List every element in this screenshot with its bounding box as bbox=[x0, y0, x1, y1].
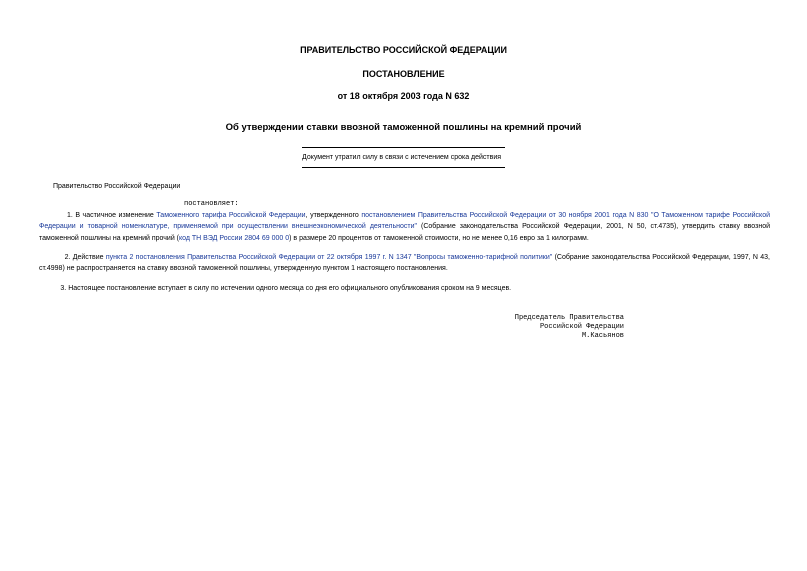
paragraph-2-text-b: (Собрание законодательства Российской Федерации, 1997, N 43, ст.4998) не распространяется на ставку ввозной таможенной пошлины, утвержденную пунктом 1 настоящего постановления. bbox=[39, 254, 771, 273]
signature-name: М.Касьянов bbox=[581, 332, 624, 340]
divider-top bbox=[302, 147, 505, 148]
paragraph-2-text-a: 2. Действие bbox=[64, 254, 106, 261]
divider-bottom bbox=[302, 167, 505, 168]
signature-organization: Российской Федерации bbox=[539, 323, 624, 331]
document-title: Об утверждении ставки ввозной таможенной пошлины на кремний прочий bbox=[225, 122, 582, 133]
tn-ved-code-link[interactable]: код ТН ВЭД России 2804 69 000 0 bbox=[179, 234, 290, 242]
resolution-1347-link[interactable]: пункта 2 постановления Правительства Российской Федерации от 22 октября 1997 г. N 1347 "Вопросы таможенно-тарифной политики" bbox=[105, 254, 553, 261]
paragraph-1-text-d: ) в размере 20 процентов от таможенной стоимости, но не менее 0,16 евро за 1 килограмм. bbox=[289, 234, 589, 242]
document-date-number: от 18 октября 2003 года N 632 bbox=[337, 91, 470, 101]
paragraph-1-text-b: , утвержденного bbox=[305, 212, 362, 219]
resolution-830-link[interactable]: постановлением Правительства Российской Федерации от 30 ноября 2001 года N 830 "О Таможенном тарифе Российской Федерации и товарной номенклатуре, применяемой при осуществлении внешнеэкономической деятельности" bbox=[39, 212, 771, 231]
customs-tariff-link[interactable]: Таможенного тарифа Российской Федерации bbox=[156, 212, 306, 219]
document-status-note: Документ утратил силу в связи с истечением срока действия bbox=[302, 154, 502, 161]
paragraph-2 bbox=[39, 252, 770, 275]
paragraph-1 bbox=[39, 210, 770, 244]
government-heading: ПРАВИТЕЛЬСТВО РОССИЙСКОЙ ФЕДЕРАЦИИ bbox=[300, 45, 507, 55]
paragraph-1-text-a: 1. В частичное изменение bbox=[66, 212, 157, 219]
signature-position: Председатель Правительства bbox=[514, 314, 624, 322]
resolves-text: постановляет: bbox=[184, 200, 239, 208]
paragraph-1-text-c: (Собрание законодательства Российской Федерации, 2001, N 50, ст.4735), утвердить ставку ввозной таможенной пошлины на кремний прочий ( bbox=[39, 223, 771, 242]
intro-text: Правительство Российской Федерации bbox=[53, 183, 181, 190]
paragraph-3 bbox=[39, 283, 770, 294]
paragraph-3-text: 3. Настоящее постановление вступает в силу по истечении одного месяца со дня его официального опубликования сроком на 9 месяцев. bbox=[60, 285, 512, 292]
document-type-heading: ПОСТАНОВЛЕНИЕ bbox=[362, 69, 445, 79]
